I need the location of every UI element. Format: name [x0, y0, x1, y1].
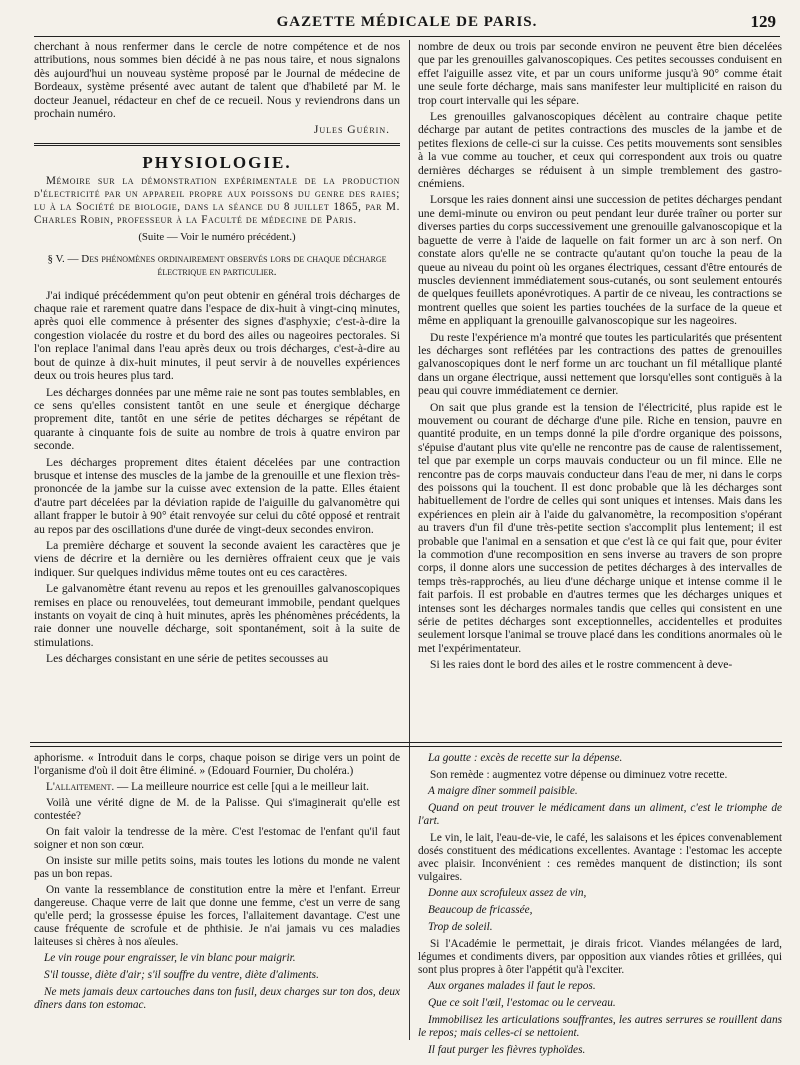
aphorism-paragraph: aphorisme. « Introduit dans le corps, chaque poison se dirige vers un point de l'organisme d'où il doit être éliminé. » (Edouard Fournier, Du choléra.)	[34, 752, 400, 777]
feuilleton-paragraph: On insiste sur mille petits soins, mais toutes les lotions du monde ne valent pas un bon repas.	[34, 855, 400, 880]
maxim-line: Quand on peut trouver le médicament dans un aliment, c'est le triomphe de l'art.	[418, 802, 782, 827]
subsection-heading: § V. — Des phénomènes ordinairement observés lors de chaque décharge électrique en particulier.	[47, 252, 387, 278]
right-column-top	[418, 40, 782, 740]
article-paragraph: Les décharges consistant en une série de petites secousses au	[46, 652, 329, 666]
physiology-section	[34, 143, 400, 666]
article-paragraph: On sait que plus grande est la tension de l'électricité, plus rapide est le mouvement ou courant de décharge d'une pile. Riche en tension, pauvre en quantité produite, en un temps donné la pile d'ordre organique des poissons, s'épuise d'autant plus vite qu'elle ne rencontre pas de cause de ralentissement, tel que par exemple un corps mauvais conducteur ou un fil mince. Elle ne rencontre pas de corps mauvais conducteur dans l'eau de mer, ni dans le corps des poissons qui la touchent. Il est donc probable que là les décharges sont habituellement de l'ordre de celles qui sont uniques et intenses. Mais dans les expériences en plein air à l'aide du galvanomètre, la recomposition s'opérant au travers d'un fil d'une très-petite section s'accomplit plus lentement; il est probable que l'animal en a sensation et que c'est là ce qui fait que, pour éviter la commotion d'une recomposition en sens inverse au travers de son propre corps, il donne alors une succession de petites décharges à des intervalles de temps très-rapprochés, au lieu d'une décharge unique et intense comme il le fait parfois. Il est probable en d'autres termes que les décharges uniques et intenses sont les décharges normales tandis que celles qui consistent en une série de petites décharges sont exceptionnelles, accidentelles et produites seulement lorsque l'animal se trouve placé dans les conditions anormales où le met l'expérimentateur.	[418, 400, 782, 655]
feuilleton-right	[418, 752, 782, 1057]
article-paragraph: Les grenouilles galvanoscopiques décèlent au contraire chaque petite décharge par autant de petites contractions des muscles de la jambe et de petites flexions de celle-ci sur la cuisse. Ces petits mouvements sont sensibles à la vue comme au toucher, et ceux qui correspondent aux trois ou quatre dernières décharges se réduisent à un simple tremblement des gastro-cnémiens.	[418, 110, 782, 191]
intro-paragraph: cherchant à nous renfermer dans le cercle de notre compétence et de nos attributions, nous sommes bien décidé à ne pas nous taire, et nous signalons dès aujourd'hui un nouveau système proposé par le Journal de médecine de Bordeaux, système présenté avec autant de talent que d'habileté par M. le docteur Jeanuel, rédacteur en chef de ce recueil. Nous y reviendrons dans un prochain numéro.	[34, 40, 400, 121]
column-divider	[409, 40, 410, 1040]
maxim-line: Immobilisez les articulations souffrantes, les autres serrures se rouillent dans le repos; mais celles-ci se nettoient.	[418, 1014, 782, 1039]
feuilleton-paragraph: On vante la ressemblance de constitution entre la mère et l'enfant. Erreur dangereuse. Chaque verre de lait que donne une femme, c'est un verre de sang qu'elle perd; la grossesse épuise les forces, l'allaitement davantage. C'est une cause fréquente de scrofule et de phthisie. Je n'ai jamais vu ces maladies laiteuses si chères à nos aïeules.	[34, 884, 400, 948]
feuilleton-paragraph: Voilà une vérité digne de M. de la Palisse. Qui s'imaginerait qu'elle est contestée?	[34, 797, 400, 822]
maxim-line: Que ce soit l'œil, l'estomac ou le cerveau.	[428, 997, 616, 1009]
section-title: PHYSIOLOGIE.	[142, 152, 292, 172]
verse-line: Beaucoup de fricassée,	[428, 904, 533, 916]
page-header	[34, 10, 780, 37]
feuilleton-divider	[30, 742, 782, 747]
allaitement-label: L'allaitement.	[46, 781, 115, 793]
maxim-line: Le vin rouge pour engraisser, le vin blanc pour maigrir.	[44, 952, 296, 964]
article-paragraph: Lorsque les raies donnent ainsi une succession de petites décharges pendant une demi-minute ou environ ou peut pendant leur durée traîner ou porter sur diverses parties du corps successivement une grenouille galvanoscopique et la baguette de verre à l'aide de laquelle on fait former un arc à son nerf. On constate alors qu'elle ne se contracte qu'autant qu'on touche la peau de la queue au niveau du point où les organes électriques, cessant d'être entourés de muscles deviennent immédiatement sous-cutanés, ou sont seulement entourés de quelques feuillets aponévrotiques. A partir de ce niveau, les contractions se montrent quelles que soient les parties touchées de la surface de la queue et même en appliquant la grenouille galvanoscopique sur les nageoires.	[418, 193, 782, 328]
feuilleton-paragraph: Si l'Académie le permettait, je dirais fricot. Viandes mélangées de lard, légumes et condiments divers, par opposition aux viandes rôties et grillées, qui sont plus propres à ôter l'appétit qu'à l'exciter.	[418, 938, 782, 976]
feuilleton-paragraph: Son remède : augmentez votre dépense ou diminuez votre recette.	[430, 769, 728, 781]
maxim-line: Il faut purger les fièvres typhoïdes.	[428, 1044, 586, 1056]
maxim-line: Ne mets jamais deux cartouches dans ton fusil, deux charges sur ton dos, deux dîners dans ton estomac.	[34, 986, 400, 1011]
maxim-line: Aux organes malades il faut le repos.	[428, 980, 596, 992]
suite-note: (Suite — Voir le numéro précédent.)	[138, 231, 296, 244]
article-paragraph: La première décharge et souvent la seconde avaient les caractères que je viens de décrire et la dernière ou les dernières offraient ceux que je vais indiquer. Sur quelques individus même toutes ont eu ces caractères.	[34, 538, 400, 579]
maxim-line: S'il tousse, diète d'air; s'il souffre du ventre, diète d'aliments.	[44, 969, 319, 981]
article-paragraph: Les décharges proprement dites étaient décelées par une contraction brusque et intense des muscles de la jambe de la grenouille et une flexion très-prononcée de la jambe sur la cuisse avec extension de la patte. Elles étaient d'autre part décelées par la déviation rapide de l'aiguille du galvanomètre qui allant frapper le butoir à 90° était renvoyée sur celui du côté opposé et rentrait au repos par des oscillations d'une durée de vingt-deux secondes environ.	[34, 455, 400, 536]
verse-line: Donne aux scrofuleux assez de vin,	[428, 887, 587, 899]
article-paragraph: nombre de deux ou trois par seconde environ ne peuvent être bien décelées que par les grenouilles galvanoscopiques. Ces petites secousses conduisent en effet l'aiguille assez vite, et par un cours uniforme jusqu'à 90° comme était une seule forte décharge, mais sans manifester leur multiplicité en raison du trop court intervalle qui les sépare.	[418, 40, 782, 107]
article-paragraph: Du reste l'expérience m'a montré que toutes les particularités que présentent les décharges sont reflétées par les contractions des pattes de grenouilles galvanoscopiques dont le nerf forme un arc touchant un fil métallique planté dans un organe électrique, aussi nettement que lorsqu'elles sont contiguës à la peau qui couvre immédiatement ce dernier.	[418, 330, 782, 398]
page-number: 129	[750, 12, 776, 31]
article-paragraph: Si les raies dont le bord des ailes et le rostre commencent à deve-	[430, 658, 733, 672]
allaitement-paragraph	[34, 781, 400, 794]
memoire-text: Mémoire sur la démonstration expérimentale de la production d'électricité par un appareil propre aux poissons du genre des raies; lu à la Société de biologie, dans la séance du 8 juillet 1865, par M. Charles Robin, professeur à la Faculté de médecine de Paris.	[34, 175, 400, 227]
article-paragraph: Le galvanomètre étant revenu au repos et les grenouilles galvanoscopiques remises en place ou renouvelées, tout demeurant immobile, pendant quelques instants on voyait de cinq à huit minutes, après les phénomènes précédents, la raie donner une nouvelle décharge, soit spontanément, soit à la suite de stimulations.	[34, 582, 400, 649]
verse-line: Trop de soleil.	[428, 921, 493, 933]
left-column-top	[34, 40, 400, 728]
feuilleton-paragraph: Le vin, le lait, l'eau-de-vie, le café, les salaisons et les épices convenablement dosés constituent des médications excellentes. Avantage : l'estomac les accepte avec plaisir. Inconvénient : ces remèdes manquent de distinction; ils sont vulgaires.	[418, 832, 782, 883]
article-paragraph: J'ai indiqué précédemment qu'on peut obtenir en général trois décharges de chaque raie et rarement quatre dans l'espace de dix-huit à vingt-cinq minutes, après quoi elle commence à présenter des signes d'asphyxie; c'est-à-dire la congestion violacée du rostre et du bord des ailes ou nageoires pectorales. Si l'on replace l'animal dans l'eau après deux ou trois décharges, c'est-à-dire au bout de quinze à dix-huit minutes, il peut servir à de nouvelles expériences deux ou trois heures plus tard.	[34, 288, 400, 383]
feuilleton-paragraph: On fait valoir la tendresse de la mère. C'est l'estomac de l'enfant qu'il faut soigner et non son cœur.	[34, 826, 400, 851]
maxim-line: A maigre dîner sommeil paisible.	[428, 785, 578, 797]
allaitement-text: — La meilleure nourrice est celle [qui a le meilleur lait.	[114, 781, 369, 793]
feuilleton-left	[34, 752, 400, 1057]
memoire-heading	[34, 175, 400, 227]
running-title: GAZETTE MÉDICALE DE PARIS.	[276, 14, 538, 30]
author-signature: Jules Guérin.	[313, 123, 390, 137]
article-paragraph: Les décharges données par une même raie ne sont pas toutes semblables, en ce sens qu'elles consistent tantôt en une seule et énergique décharge proprement dite, tantôt en une série de petites décharges se répétant de quarante à cinquante fois de suite au nombre de trois à quatre environ par seconde.	[34, 385, 400, 453]
maxim-line: La goutte : excès de recette sur la dépense.	[428, 752, 623, 764]
